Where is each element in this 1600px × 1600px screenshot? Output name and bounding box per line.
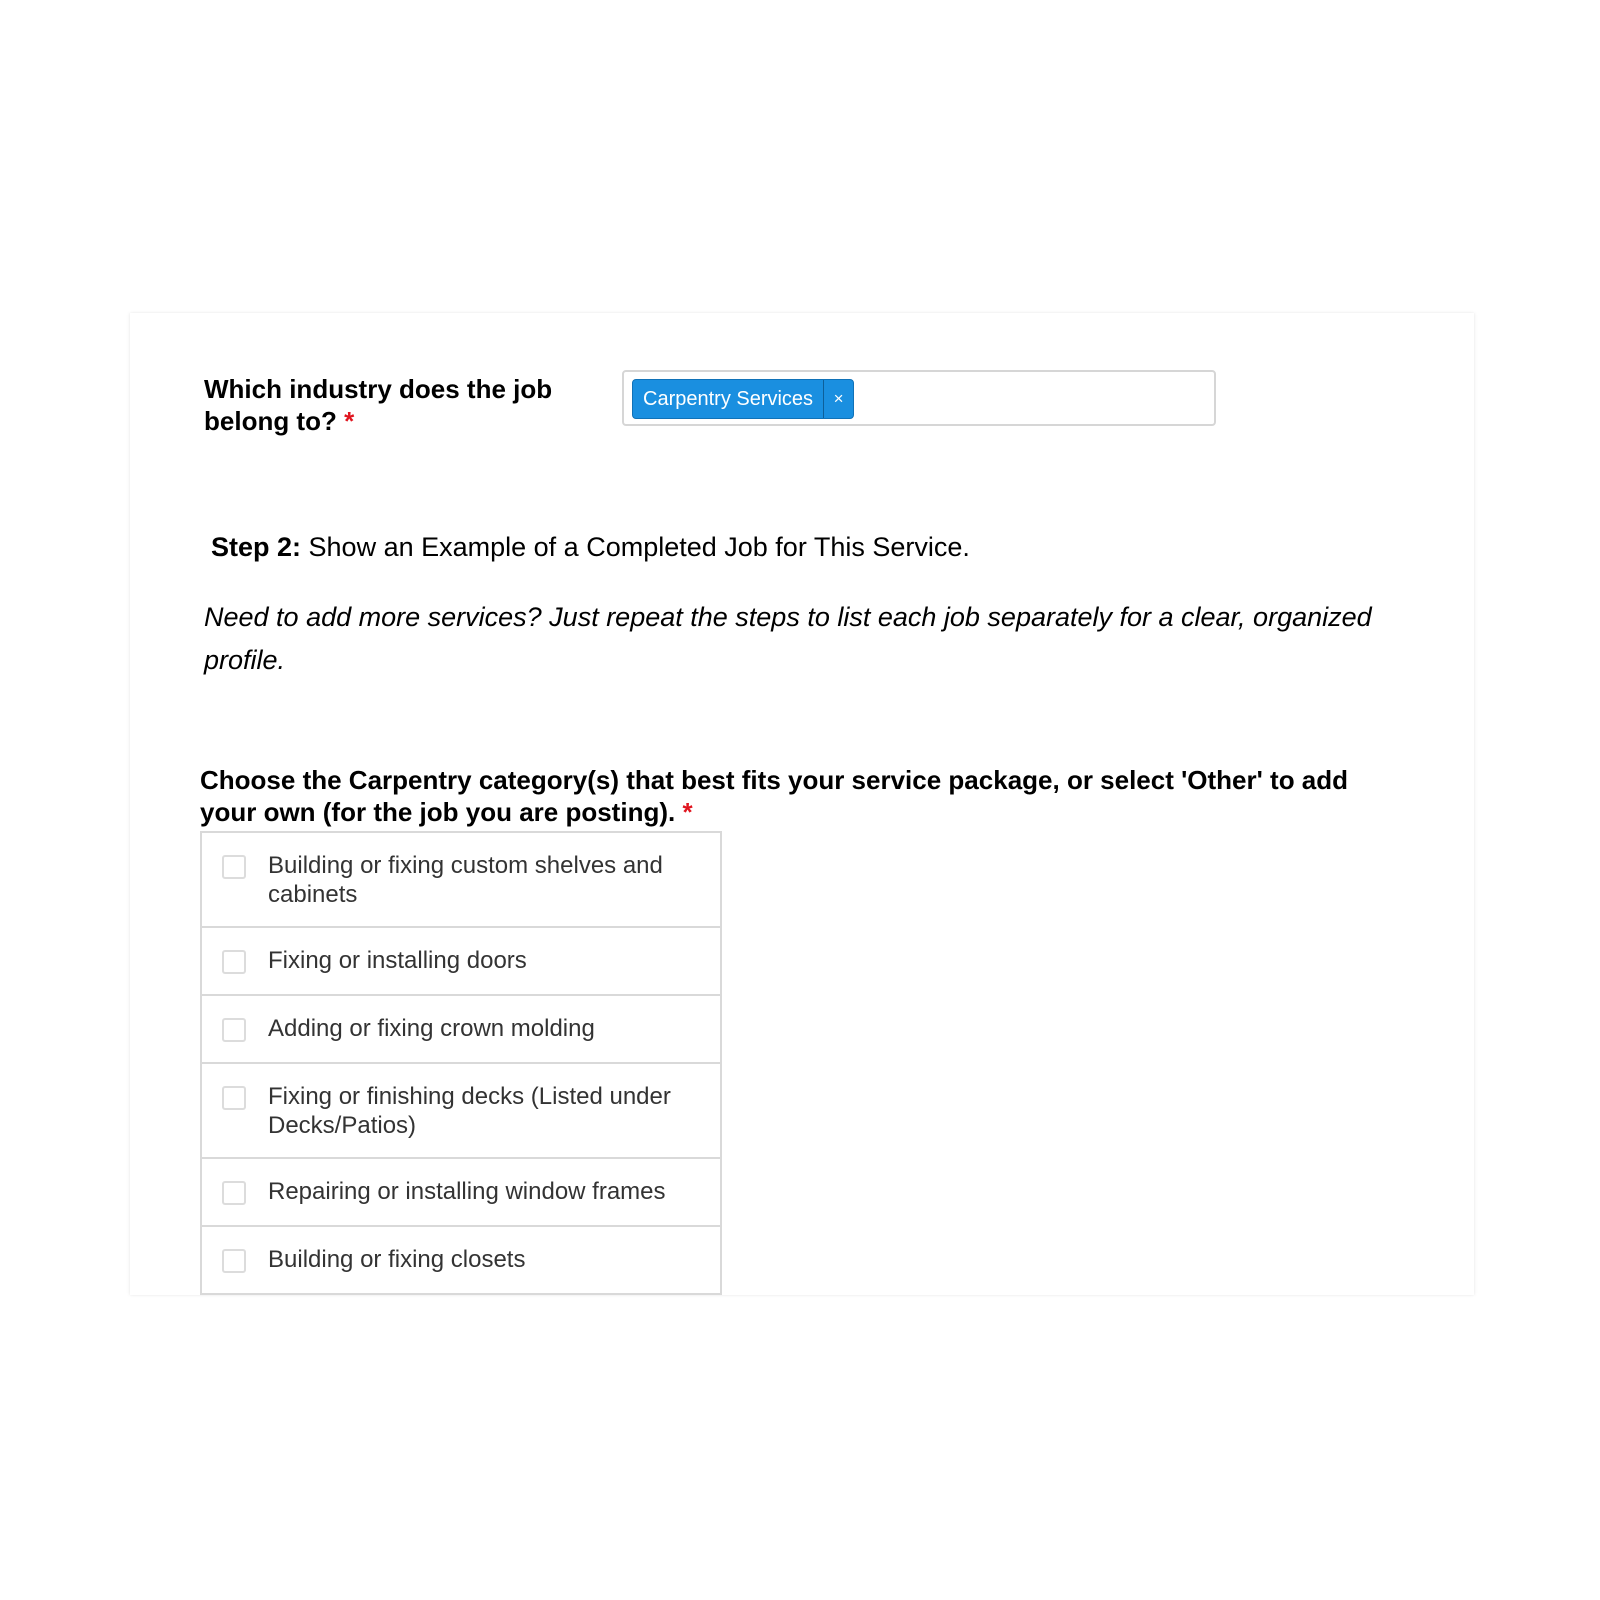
tag-label: Carpentry Services <box>643 387 814 410</box>
category-checkbox-list <box>200 831 722 1295</box>
checkbox[interactable] <box>222 1018 246 1042</box>
category-option[interactable] <box>202 1159 720 1227</box>
category-option-label: Building or fixing custom shelves and cabinets <box>268 852 663 908</box>
step-heading <box>211 530 970 564</box>
step-number: Step 2: <box>211 532 302 562</box>
checkbox[interactable] <box>222 1249 246 1273</box>
checkbox[interactable] <box>222 1181 246 1205</box>
required-asterisk: * <box>344 406 355 436</box>
category-option-label: Building or fixing closets <box>268 1246 526 1273</box>
category-option[interactable] <box>202 833 720 928</box>
category-option[interactable] <box>202 1227 720 1295</box>
checkbox[interactable] <box>222 855 246 879</box>
checkbox[interactable] <box>222 950 246 974</box>
selected-industry-tag <box>632 379 854 419</box>
category-question-label <box>200 764 1400 828</box>
category-option[interactable] <box>202 996 720 1064</box>
required-asterisk: * <box>682 797 693 827</box>
industry-question-text: Which industry does the job belong to? <box>204 374 553 436</box>
category-option-label: Repairing or installing window frames <box>268 1178 666 1205</box>
industry-tag-input[interactable] <box>622 370 1216 426</box>
step-description: Show an Example of a Completed Job for This Service. <box>301 532 970 562</box>
form-card <box>130 313 1474 1295</box>
checkbox[interactable] <box>222 1086 246 1110</box>
category-option-label: Fixing or finishing decks (Listed under Decks/Patios) <box>268 1083 671 1139</box>
category-question-text: Choose the Carpentry category(s) that best fits your service package, or select 'Other' to add your own (for the job you are posting). <box>200 765 1349 827</box>
category-option[interactable] <box>202 1064 720 1159</box>
category-option[interactable] <box>202 928 720 996</box>
remove-tag-icon[interactable]: × <box>823 380 853 418</box>
industry-question-label <box>204 373 564 437</box>
category-option-label: Adding or fixing crown molding <box>268 1015 595 1042</box>
repeat-steps-note: Need to add more services? Just repeat the steps to list each job separately for a clear, organized profile. <box>204 602 1372 675</box>
category-option-label: Fixing or installing doors <box>268 947 527 974</box>
